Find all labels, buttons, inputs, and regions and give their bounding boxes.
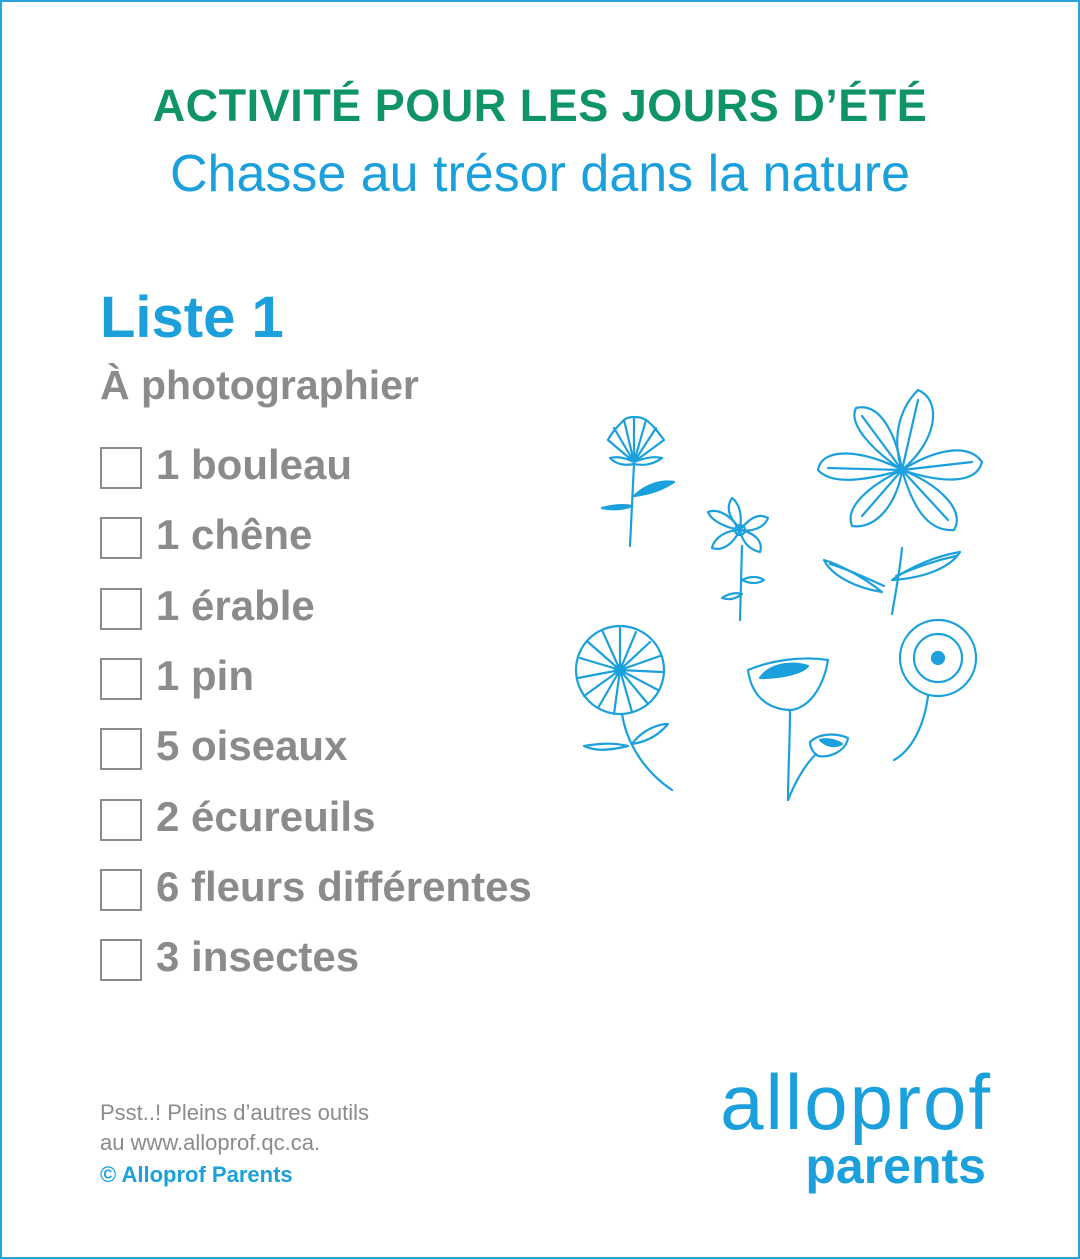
- checklist-item: [100, 571, 532, 641]
- checkbox[interactable]: [100, 939, 142, 981]
- checklist-item-label: 2 écureuils: [156, 792, 376, 840]
- checklist-item: [100, 781, 532, 851]
- checkbox[interactable]: [100, 658, 142, 700]
- logo-subtitle: parents: [805, 1138, 986, 1194]
- checklist-item-label: 6 fleurs différentes: [156, 862, 532, 910]
- poppy-flower-icon: [748, 658, 848, 800]
- checklist-item-label: 1 bouleau: [156, 441, 353, 489]
- list-title: Liste 1: [100, 285, 284, 350]
- checklist-item: [100, 500, 532, 570]
- checkbox[interactable]: [100, 869, 142, 911]
- round-flower-icon: [894, 620, 976, 760]
- checklist-item-label: 3 insectes: [156, 933, 360, 981]
- footer-note-line: Psst..! Pleins d’autres outils: [100, 1100, 370, 1125]
- checkbox[interactable]: [100, 799, 142, 841]
- checklist: [100, 430, 532, 992]
- checklist-item: [100, 922, 532, 992]
- list-subheading: À photographier: [100, 362, 419, 408]
- checkbox[interactable]: [100, 447, 142, 489]
- footer-note: [100, 1098, 369, 1158]
- dandelion-flower-icon: [576, 626, 672, 790]
- alloprof-parents-logo: [642, 1058, 992, 1202]
- checklist-item: [100, 711, 532, 781]
- checklist-item-label: 1 pin: [156, 652, 255, 700]
- checklist-item: [100, 641, 532, 711]
- checkbox[interactable]: [100, 728, 142, 770]
- activity-kicker: ACTIVITÉ POUR LES JOURS D’ÉTÉ: [152, 80, 928, 131]
- page-title: Chasse au trésor dans la nature: [170, 145, 910, 203]
- checklist-item: [100, 852, 532, 922]
- wildflowers-illustration: [562, 380, 1002, 820]
- footer-note-line: au www.alloprof.qc.ca.: [100, 1130, 321, 1155]
- star-flower-icon: [708, 498, 768, 620]
- copyright-text: © Alloprof Parents: [100, 1162, 293, 1187]
- checklist-item-label: 5 oiseaux: [156, 722, 348, 770]
- checkbox[interactable]: [100, 517, 142, 559]
- checkbox[interactable]: [100, 588, 142, 630]
- logo-wordmark: alloprof: [720, 1058, 992, 1146]
- large-flower-icon: [818, 390, 982, 614]
- checklist-item-label: 1 chêne: [156, 511, 313, 559]
- checklist-item-label: 1 érable: [156, 581, 315, 629]
- daisy-flower-icon: [602, 417, 674, 546]
- checklist-item: [100, 430, 532, 500]
